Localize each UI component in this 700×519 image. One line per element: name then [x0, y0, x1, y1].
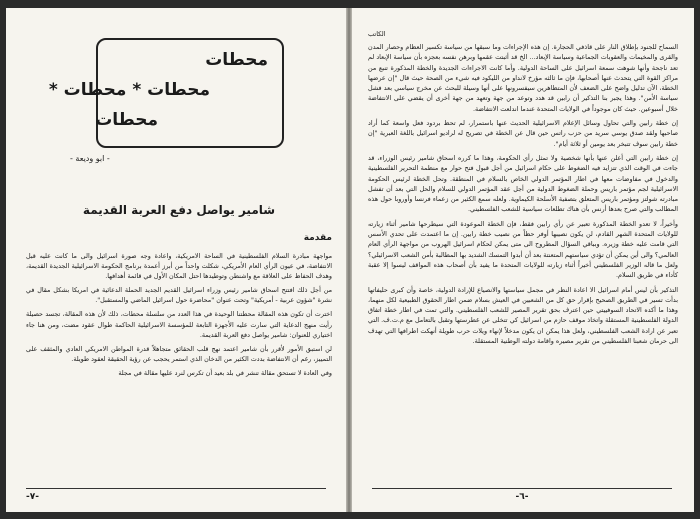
page-number: -٧-	[26, 488, 326, 502]
byline: - ابو وديعة -	[70, 154, 110, 163]
header-line-2: محطات * محطات *	[48, 80, 210, 100]
section-header-box	[48, 38, 284, 148]
article-title: شامير يواصل دفع العربة القديمة	[82, 203, 276, 217]
paragraph: إن خطة رابين التي أعلن عنها بأنها شخصية ولا تمثل رأي الحكومة، وهذا ما كرره اسحاق شامير رئيس الوزراء، قد جاءت في الوقت الذي تتزايد فيه الضغوط على حكام اسرائيل من أجل قبول فتح حوار مع منظمة التحرير الفلسطينية والدخول في مفاوضات معها في اطار المؤتمر الدولي الخاص بالسلام في المنطقة. وتحل الخطة لرئيس الحكومة الاسرائيلية لجم مؤتمر باريس وحملة الضغوط الدولية من أجل عقد المؤتمر الدولي للسلام والحل التي بعد أن تفشل مبادرته شولتز ومؤتمر باريس المتعلق بتصفية الأسلحة الكيماوية. ولعله سمع الكثير من زعماء فرنسا وأوروبا حول هذه المطالب والتي صرح بعدها أرنس بأن هناك تطلعات سياسية للشعب الفلسطيني.	[368, 153, 678, 214]
header-line-1: محطات	[205, 50, 268, 70]
right-page	[352, 8, 694, 512]
page-number: -٦-	[372, 488, 672, 502]
running-head: الكاتب	[368, 30, 386, 38]
paragraph: إن خطة رابين والتي تحاول وسائل الإعلام الاسرائيلية الحديث عنها باستمرار، لم تحظ بردود فعل واسعة كما أراد صاحبها ولقد صدق يوسي سريد من حزب راتس حين قال عن الخطة في تصريح له لراديو اسرائيل باللغة العبرية "إن خطة رابين سوف تتبخر بعد يومين أو ثلاثة أيام".	[368, 119, 678, 148]
paragraph: من أجل ذلك افتتح اسحاق شامير رئيس وزراء اسرائيل القديم الجديد الحملة الدعائية في امريكا بشكل مقال في نشرة "شؤون عربية - أمريكية" وتحت عنوان "محاضرة حول اسرائيل الماضي والمستقبل".	[26, 286, 332, 305]
left-page	[6, 8, 346, 512]
paragraph: وأخيراً، لا تعدو الخطة المذكورة تعبير عن رأي رابين فقط، فإن الخطة الموعودة التي سيطرحها شامير أثناء زيارته للولايات المتحدة الشهر القادم، لن يكون نصيبها أوفر حظاً من نصيب خطة رابين. إن ما اعتمدت على تحدي الأسس التي قامت عليه خطة وزيره. وبباقي السؤال المطروح الى متى يمكن لحكام اسرائيل الهروب من مواجهة الرأي العام العالمي؟ والى أين يمكن أن تؤدي سياستهم المتعنتة بعد أن أبدوا التمسك الشديد بها المطالبة بأمن الشعب الاسرائيلي؟ ولعل ما قاله الوزير الفلسطيني أخيراً أثناء زيارته للولايات المتحدة ما يفيد بأن أصحاب هذه المواقف ليسوا إلا عقبة كأداء في طريق السلام.	[368, 219, 678, 280]
paragraph: اخترت أن تكون هذه المقالة محطتنا الوحيدة في هذا العدد من سلسلة محطات، ذلك لأن هذه المقالة، تجسد حصيلة رأيت منهج الدعاية التي سارت عليه الأجهزة التابعة للمؤسسة الاسرائيلية الحاكمة طوال عقود مضت، ومن هنا جاء اختياري للعنوان: شامير يواصل دفع العربة القديمة.	[26, 310, 332, 339]
paragraph: السماح للجنود بإطلاق النار على قاذفي الحجارة. إن هذه الإجراءات وما سبقها من سياسة تكسير العظام وحصار المدن والقرى والمخيمات والعقوبات الجماعية وسياسة الإبعاد... الخ قد أثبتت عقمها وبرهن نفسه بعجزه بأن سياسة الإبعاد لم تعد ناجحة وأنها شوهت سمعة اسرائيل على الساحة الدولية. وأما كانت الاجراءات الجديدة والخطة المذكورة تنبع من مراكز القوة التي يتحدث عنها أصحابها، فإن ما ثالثه مؤرخ لانداو من الليكود فيه شيء من الصحة حيث قال "إن عرضها الخطة، الآن تدليل واضح على الضعف لأن المتظاهرين سيفسرونها على أنها وسيلة للبحث عن مخرج سياسي بعد فشل سياسة الأمن". وهذا يجبر بنا التذكير أن رابين قد هدد وتوعد من جهة وتعهد من جهة أخرى أن يقضي على الانتفاضة خلال أسبوعين. حيث كان موجوداً في الولايات المتحدة عندما اندلعت الانتفاضة.	[368, 43, 678, 113]
paragraph: مواجهة مبادرة السلام الفلسطينية في الساحة الامريكية، واعادة وجه صورة اسرائيل والى ما كانت عليه قبل الانتفاضة، في عيون الرأي العام الأمريكي، شكلت واحداً من أبرز أعمدة برنامج الحكومة الاسرائيلية الجديدة القديمة، وهدف الحفاظ على العلاقة مع واشنطن وتوطيدها احتل المكان الأول في قائمة أهدافها.	[26, 252, 332, 281]
paragraph: التذكير بأن ليس أمام اسرائيل الا اعادة النظر في مجمل سياستها والانصياع للإرادة الدولية، خاصة وأن كبرى حليفاتها بدأت تسير في الطريق الصحيح بإقرار حق كل من الشعبين في العيش بسلام ضمن اطار الحقوق الطبيعية لكل منهما، وهذا ما أكده الاتحاد السوفييتي حين اعترف بحق تقرير المصير للشعب الفلسطيني. والتي تمت في اطار خطة اتفاق الدولة الفلسطينية المستقلة واتخاذ موقف حازم من اسرائيل كي تتخلى عن غطرستها وتقبل بالتعامل مع م.ت.ف. التي تعبر عن ارادة الشعب الفلسطيني، ولعل هذا يمكن ان يكون مدخلاً لإنهاء ويلات حرب طويلة أنهكت اطرافها التي تهدف الى حرمان شعبنا الفلسطيني من تقرير مصيره واقامة دولته الوطنية المستقلة.	[368, 285, 678, 346]
header-line-3: محطات	[95, 110, 158, 130]
paragraph: وفي العادة لا تستحق مقالة تنشر في بلد بعيد أن تكرس لنرد عليها مقالة في مجلة	[118, 368, 332, 377]
paragraph: لن استبق الأمور لأقرر بأن شامير اعتمد نهج قلب الحقائق متجاهلاً قدرة المواطن الامريكي العادي والمثقف على التمييز، رغم أن الانتفاضة بددت الكثير من الدخان الذي استمر يحجب عن رؤية الحقيقة لعقود طويلة.	[26, 344, 332, 363]
section-heading: مقدمة	[303, 233, 332, 243]
